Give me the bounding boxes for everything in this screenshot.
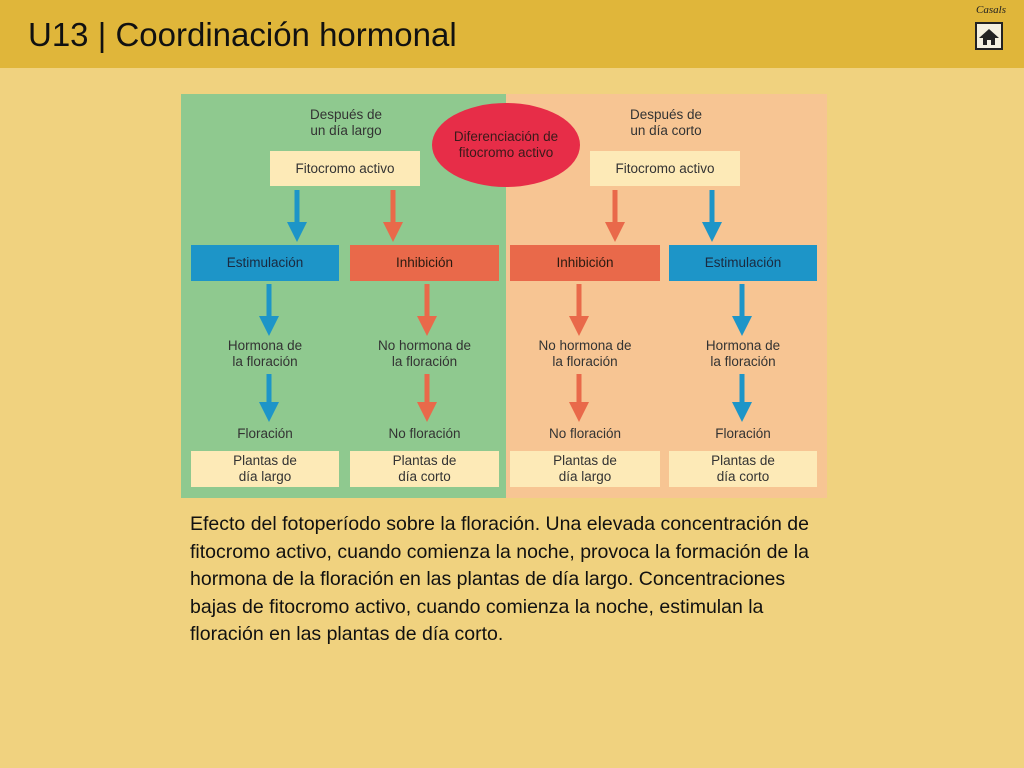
home-icon[interactable] xyxy=(975,22,1003,50)
brand-name: Casals xyxy=(976,4,1006,16)
right-long-day-plants-box: Plantas de día largo xyxy=(510,451,660,487)
left-hormone-text: Hormona de la floración xyxy=(227,338,303,369)
phytochrome-differentiation-oval: Diferenciación de fitocromo activo xyxy=(432,103,580,187)
short-day-heading: Después de un día corto xyxy=(629,107,703,138)
left-no-flowering-text: No floración xyxy=(388,426,461,441)
left-short-day-plants-box: Plantas de día corto xyxy=(350,451,499,487)
header-bar xyxy=(0,0,1024,68)
figure-caption: Efecto del fotoperíodo sobre la floración. Una elevada concentración de fitocromo activo, cuando comienza la noche, provoca la formación de la hormona de la floración en las plantas de día largo. Concentraciones bajas de fitocromo activo, cuando comienza la noche, estimulan la floración en las plantas de día corto. xyxy=(190,513,809,645)
left-stimulation-box: Estimulación xyxy=(191,245,339,281)
left-inhibition-box: Inhibición xyxy=(350,245,499,281)
photoperiod-diagram xyxy=(181,94,827,498)
long-day-heading: Después de un día largo xyxy=(309,107,383,138)
right-stimulation-box: Estimulación xyxy=(669,245,817,281)
right-hormone-text: Hormona de la floración xyxy=(705,338,781,369)
left-flowering-text: Floración xyxy=(237,426,293,441)
right-short-day-plants-box: Plantas de día corto xyxy=(669,451,817,487)
left-no-hormone-text: No hormona de la floración xyxy=(377,338,472,369)
right-phytochrome-box: Fitocromo activo xyxy=(590,151,740,186)
right-inhibition-box: Inhibición xyxy=(510,245,660,281)
left-long-day-plants-box: Plantas de día largo xyxy=(191,451,339,487)
right-flowering-text: Floración xyxy=(715,426,771,441)
brand-logo[interactable] xyxy=(970,4,1012,54)
right-no-flowering-text: No floración xyxy=(548,426,622,441)
left-phytochrome-box: Fitocromo activo xyxy=(270,151,420,186)
right-no-hormone-text: No hormona de la floración xyxy=(538,338,632,369)
page-title: U13 | Coordinación hormonal xyxy=(28,16,457,53)
